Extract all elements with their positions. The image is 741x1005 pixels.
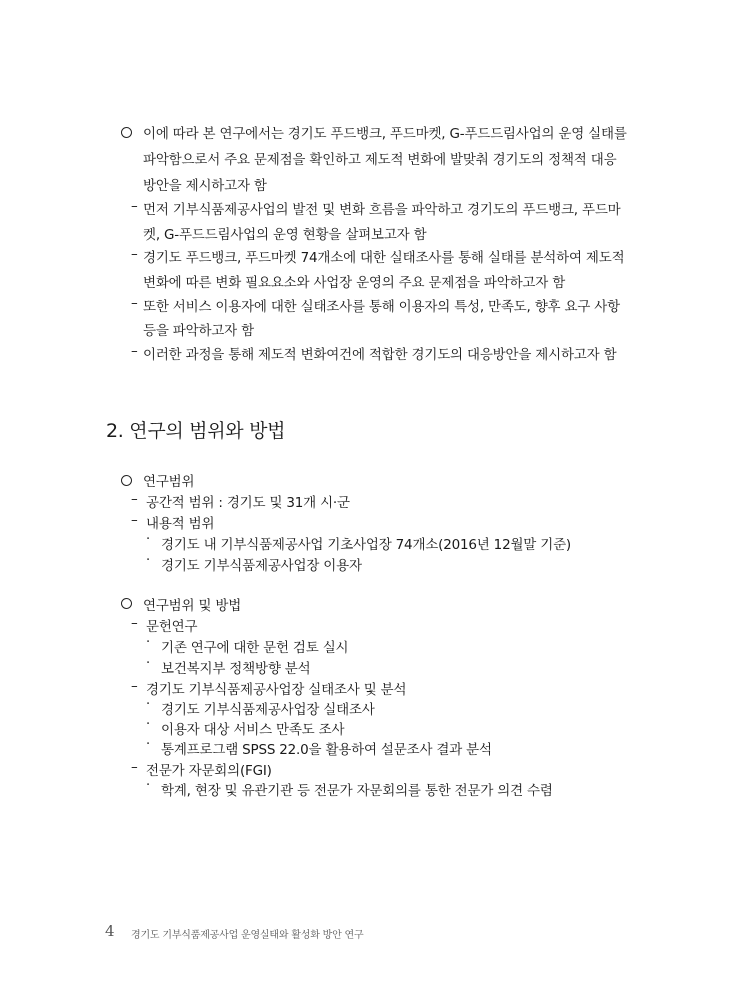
dash-bullet-icon: – [131,759,138,775]
page-number: 4 [105,922,115,940]
method-item-2-sub-1: 경기도 기부식품제공사업장 실태조사 [161,702,375,718]
middle-dot-icon: · [146,697,151,712]
middle-dot-icon: · [146,553,151,568]
middle-dot-icon: · [146,737,151,752]
method-title: 연구범위 및 방법 [143,598,242,614]
scope-item-1: 공간적 범위 : 경기도 및 31개 시·군 [146,495,350,511]
intro-sub-2-line-1: 경기도 푸드뱅크, 푸드마켓 74개소에 대한 실태조사를 통해 실태를 분석하여 제도적 [143,250,625,266]
dash-bullet-icon: – [131,295,138,311]
intro-sub-1-line-1: 먼저 기부식품제공사업의 발전 및 변화 흐름을 파악하고 경기도의 푸드뱅크, 푸드마 [143,202,621,218]
intro-sub-2-line-2: 변화에 따른 변화 필요요소와 사업장 운영의 주요 문제점을 파악하고자 함 [143,275,566,291]
circle-bullet-icon [121,127,132,138]
scope-item-2-sub-1: 경기도 내 기부식품제공사업 기초사업장 74개소(2016년 12월말 기준) [161,537,571,553]
method-item-3-sub-1: 학계, 현장 및 유관기관 등 전문가 자문회의를 통한 전문가 의견 수렴 [161,783,553,799]
dash-bullet-icon: – [131,198,138,214]
method-item-1: 문헌연구 [146,619,198,635]
intro-line-3: 방안을 제시하고자 함 [143,178,267,194]
dash-bullet-icon: – [131,512,138,528]
method-item-2-sub-3: 통계프로그램 SPSS 22.0을 활용하여 설문조사 결과 분석 [161,742,492,758]
dash-bullet-icon: – [131,491,138,507]
intro-sub-3-line-2: 등을 파악하고자 함 [143,323,254,339]
section-heading: 2. 연구의 범위와 방법 [106,420,286,442]
method-item-1-sub-1: 기존 연구에 대한 문헌 검토 실시 [161,640,349,656]
intro-line-2: 파악함으로서 주요 문제점을 확인하고 제도적 변화에 발맞춰 경기도의 정책적 대응 [143,152,617,168]
intro-sub-4-line-1: 이러한 과정을 통해 제도적 변화여건에 적합한 경기도의 대응방안을 제시하고자 함 [143,347,617,363]
dash-bullet-icon: – [131,678,138,694]
method-item-3: 전문가 자문회의(FGI) [146,763,272,779]
middle-dot-icon: · [146,656,151,671]
dash-bullet-icon: – [131,615,138,631]
middle-dot-icon: · [146,532,151,547]
dash-bullet-icon: – [131,343,138,359]
middle-dot-icon: · [146,717,151,732]
intro-sub-1-line-2: 켓, G-푸드드림사업의 운영 현황을 살펴보고자 함 [143,227,427,243]
circle-bullet-icon [121,475,132,486]
scope-title: 연구범위 [143,474,195,490]
middle-dot-icon: · [146,635,151,650]
middle-dot-icon: · [146,778,151,793]
method-item-2-sub-2: 이용자 대상 서비스 만족도 조사 [161,722,345,738]
method-item-1-sub-2: 보건복지부 정책방향 분석 [161,661,311,677]
running-title: 경기도 기부식품제공사업 운영실태와 활성화 방안 연구 [131,930,364,941]
intro-sub-3-line-1: 또한 서비스 이용자에 대한 실태조사를 통해 이용자의 특성, 만족도, 향후 요구 사항 [143,299,620,315]
intro-line-1: 이에 따라 본 연구에서는 경기도 푸드뱅크, 푸드마켓, G-푸드드림사업의 운영 실태를 [143,126,627,142]
method-item-2: 경기도 기부식품제공사업장 실태조사 및 분석 [146,682,407,698]
dash-bullet-icon: – [131,246,138,262]
scope-item-2: 내용적 범위 [146,516,215,532]
circle-bullet-icon [121,598,132,609]
scope-item-2-sub-2: 경기도 기부식품제공사업장 이용자 [161,558,362,574]
